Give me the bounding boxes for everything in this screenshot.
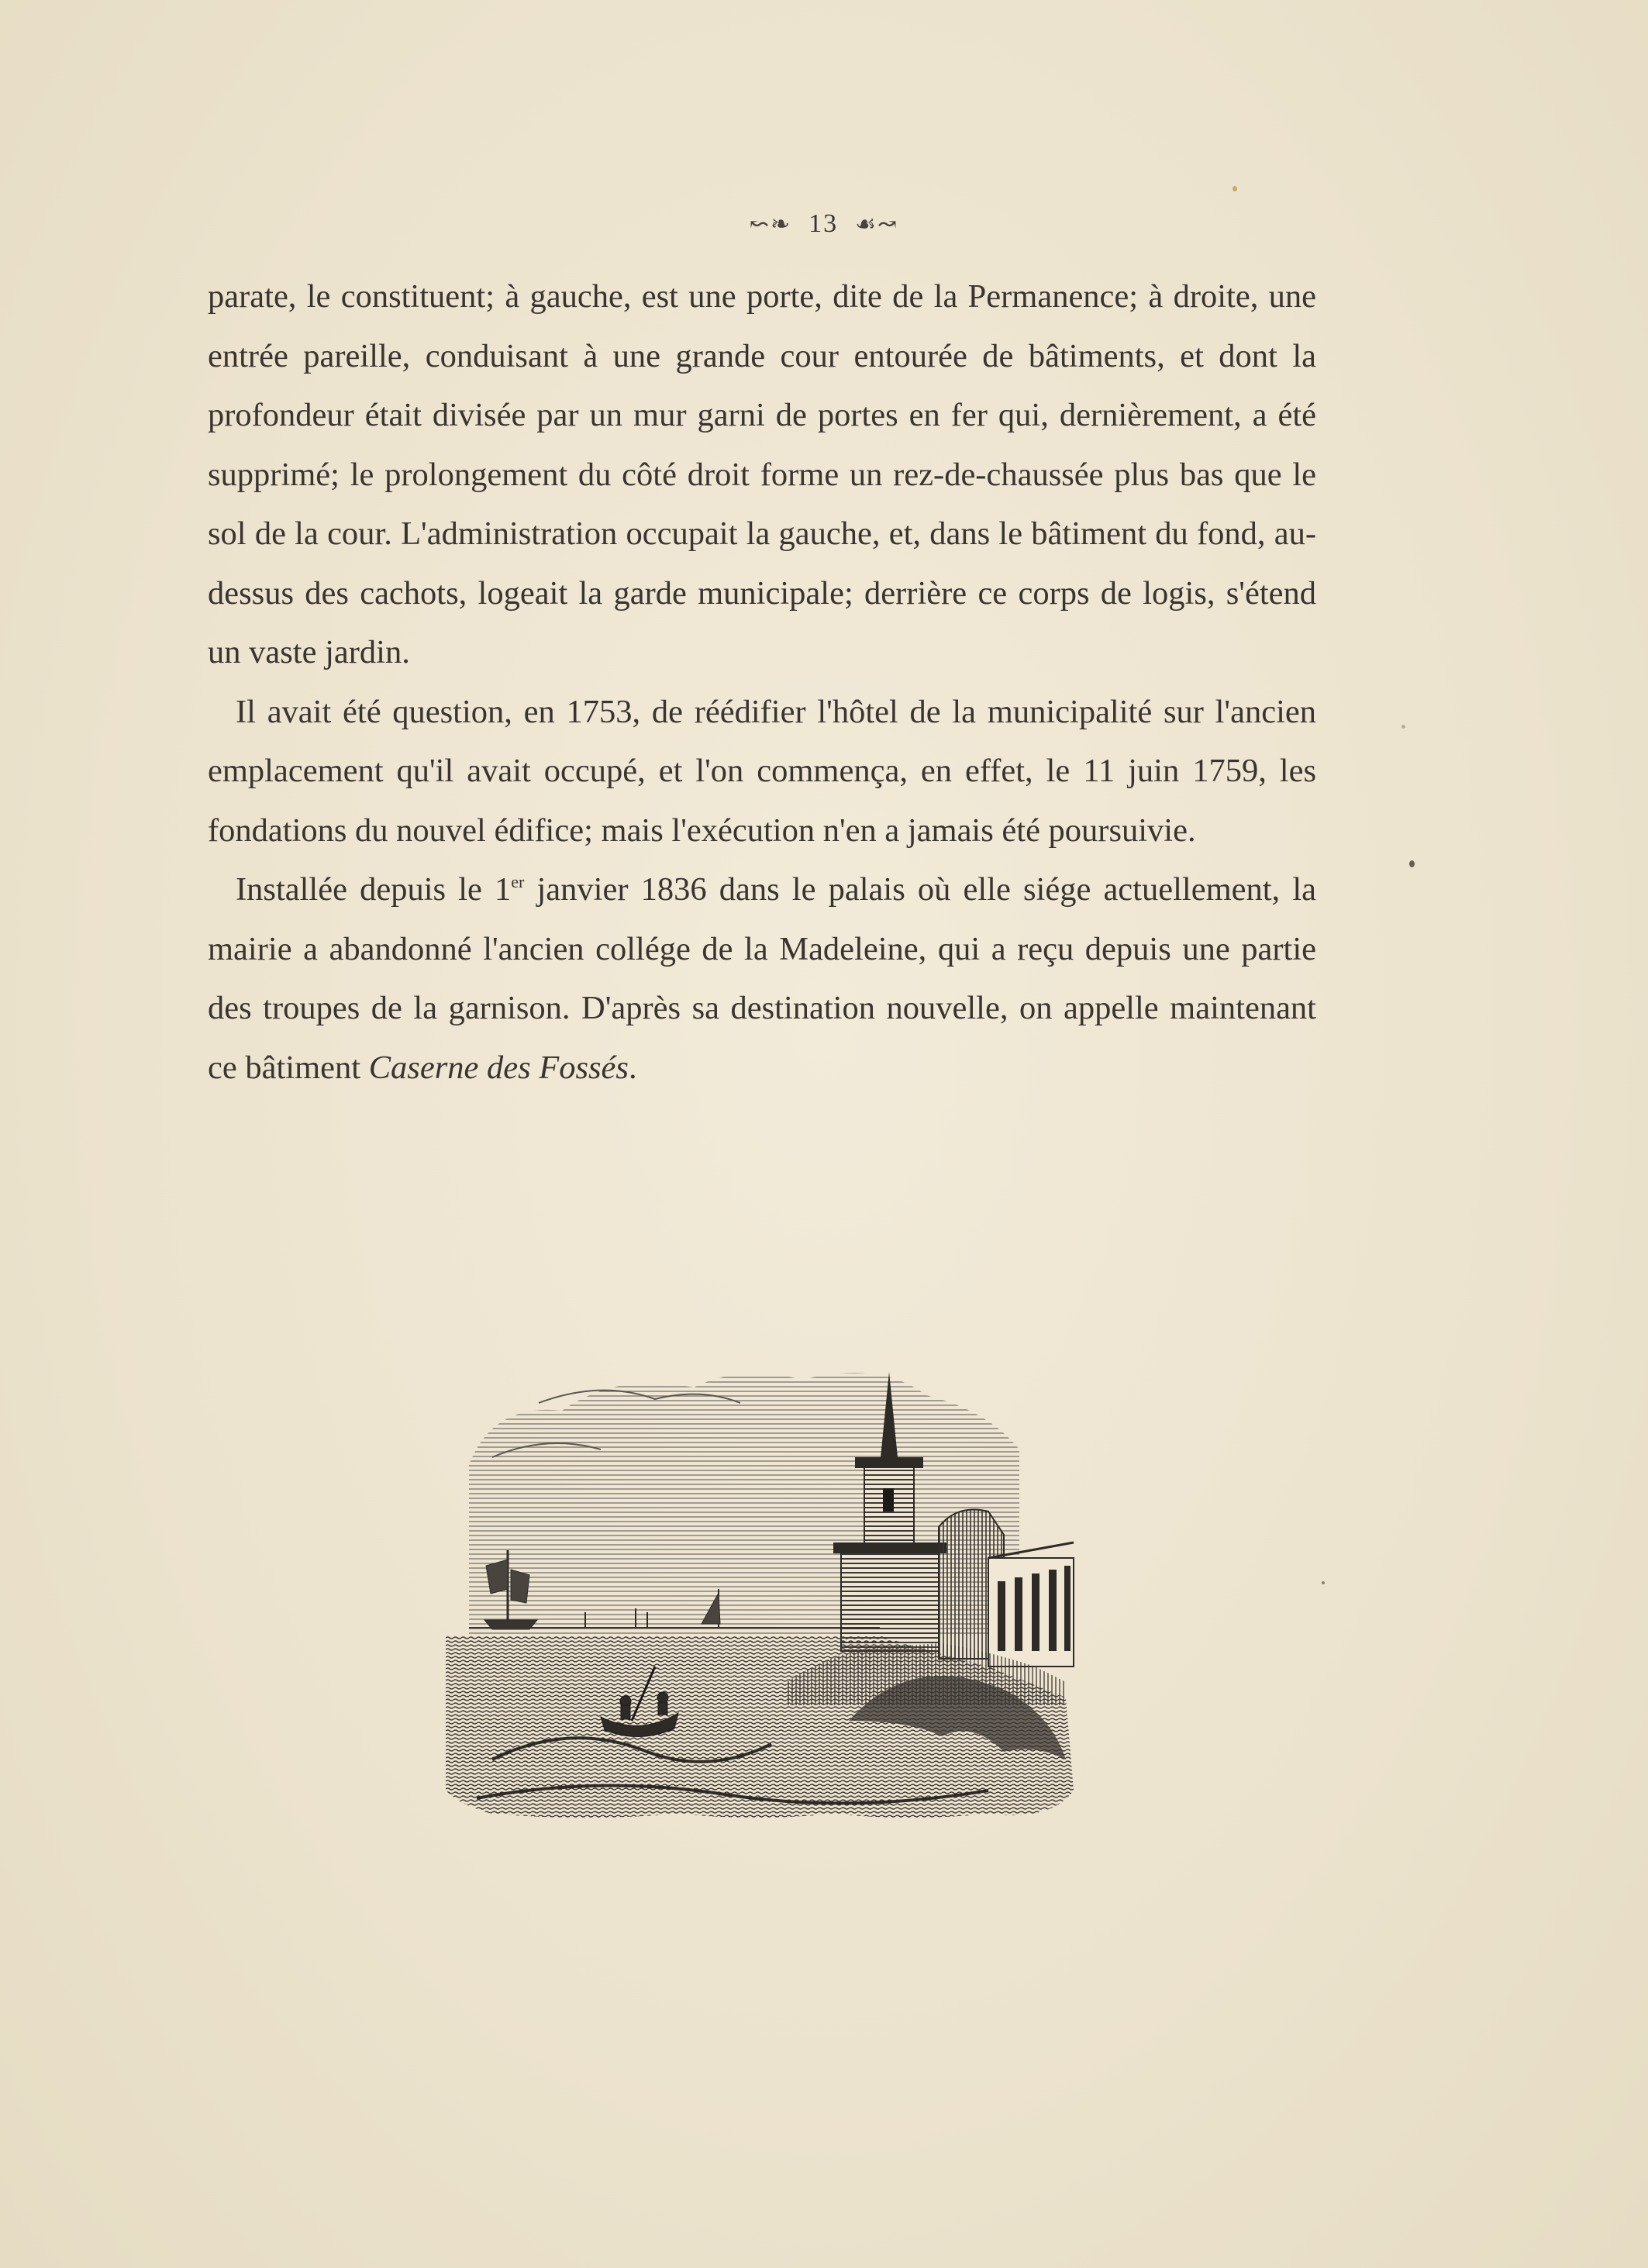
ink-speck: [1233, 186, 1237, 191]
lighthouse-engraving: [446, 1356, 1089, 1829]
ornament-left: ↜❧: [749, 212, 792, 237]
page-number: 13: [808, 209, 839, 238]
body-text: [208, 267, 1316, 1098]
ink-speck: [1401, 725, 1405, 729]
ornament-right: ☙↝: [855, 212, 899, 237]
ordinal-superscript: er: [511, 872, 525, 891]
caserne-des-fosses-italic: Caserne des Fossés: [368, 1049, 629, 1086]
ink-speck: [1322, 1581, 1325, 1584]
paragraph-3-start: Installée depuis le 1: [236, 871, 512, 908]
paragraph-1: parate, le constituent; à gauche, est une porte, dite de la Permanence; à droite, une entrée pareille, conduisant à une grande cour entourée de bâtiments, et dont la profondeur était divisée par un mur garni de portes en fer qui, dernièrement, a été supprimé; le prolongement du côté droit forme un rez-de-chaussée plus bas que le sol de la cour. L'administration occupait la gauche, et, dans le bâtiment du fond, au-dessus des cachots, logeait la garde municipale; derrière ce corps de logis, s'étend un vaste jardin.: [208, 278, 1316, 670]
paragraph-3: [208, 860, 1316, 1098]
paragraph-3-end: .: [628, 1049, 637, 1086]
ink-speck: [1409, 860, 1415, 867]
page-header: [0, 209, 1648, 239]
paragraph-2: Il avait été question, en 1753, de réédifier l'hôtel de la municipalité sur l'ancien emplacement qu'il avait occupé, et l'on commença, en effet, le 11 juin 1759, les fondations du nouvel édifice; mais l'exécution n'en a jamais été poursuivie.: [208, 693, 1316, 849]
paragraph-3-middle: janvier 1836 dans le palais où elle siége actuellement, la mairie a abandonné l'ancien collége de la Madeleine, qui a reçu depuis une partie des troupes de la garnison. D'après sa destination nouvelle, on appelle maintenant ce bâtiment: [208, 871, 1316, 1086]
